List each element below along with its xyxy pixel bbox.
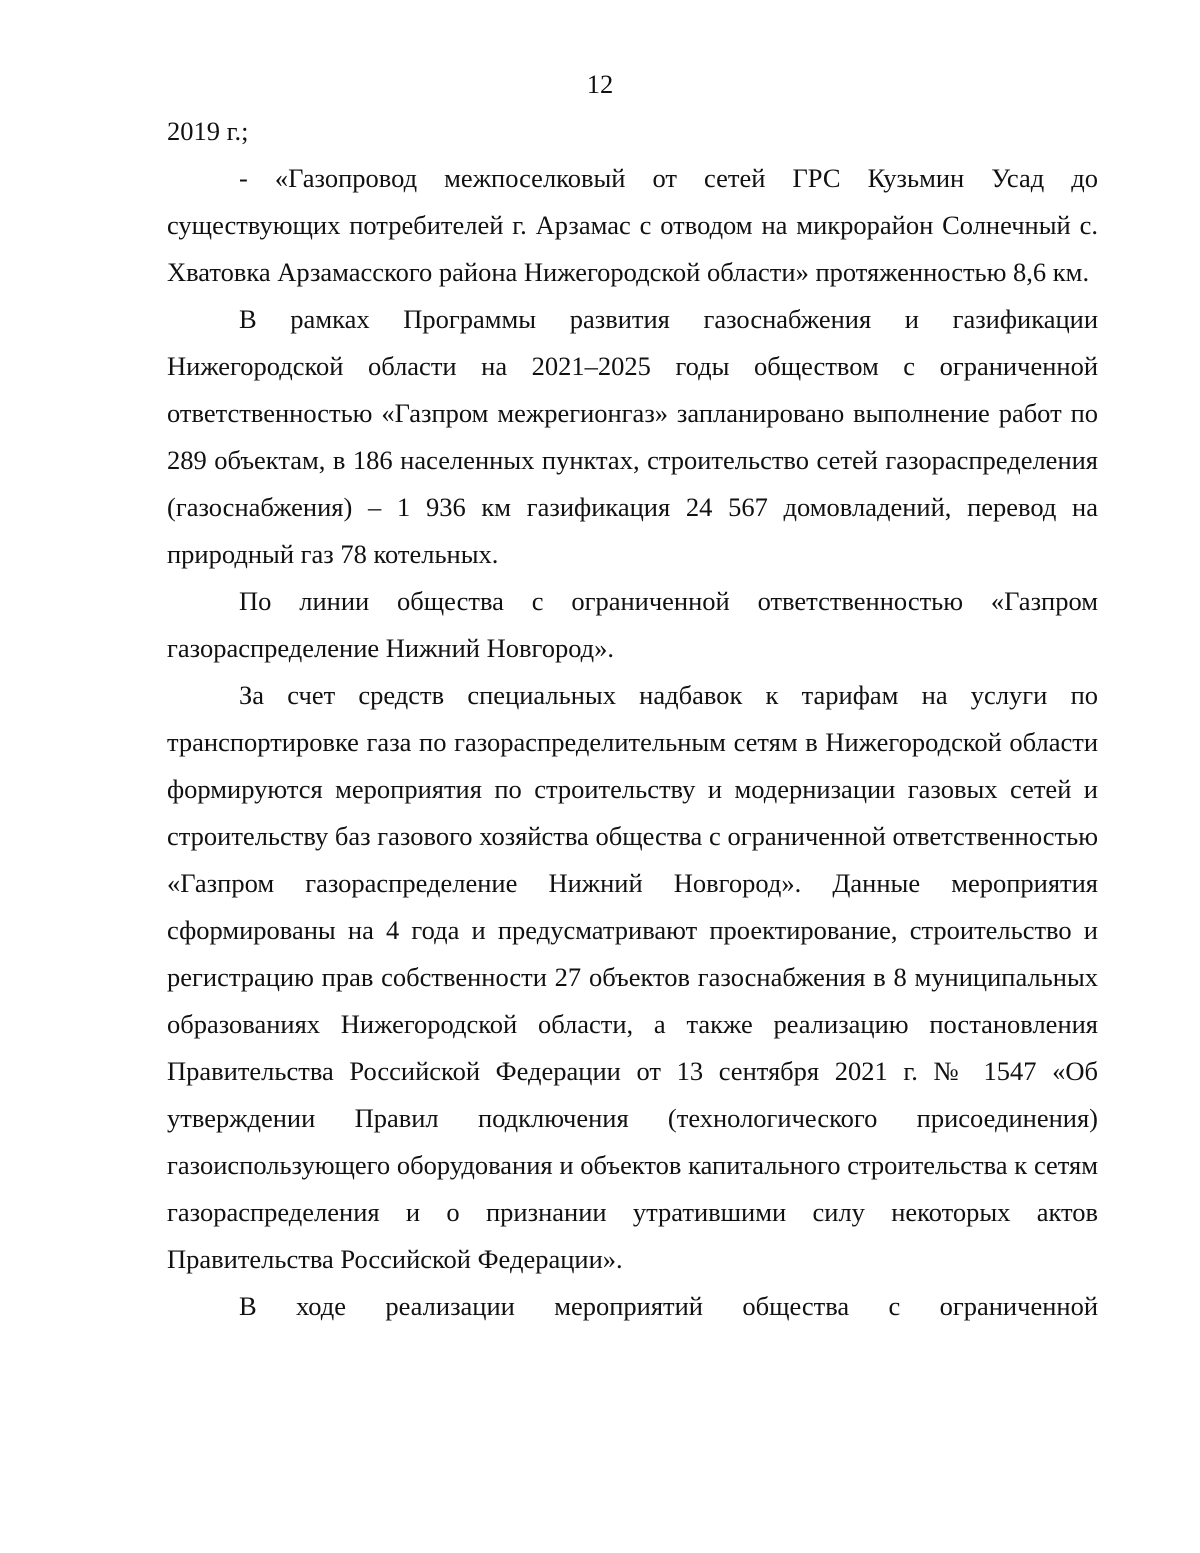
paragraph-tariff-measures: За счет средств специальных надбавок к тарифам на услуги по транспортировке газа по газораспределительным сетям в Нижегородской области формируются мероприятия по строительству и модернизации газовых сетей и строительству баз газового хозяйства общества с ограниченной ответственностью «Газпром газораспределение Нижний Новгород». Данные мероприятия сформированы на 4 года и предусматривают проектирование, строительство и регистрацию прав собственности 27 объектов газоснабжения в 8 муниципальных образованиях Нижегородской области, а также реализацию постановления Правительства Российской Федерации от 13 сентября 2021 г. № 1547 «Об утверждении Правил подключения (технологического присоединения) газоиспользующего оборудования и объектов капитального строительства к сетям газораспределения и о признании утратившими силу некоторых актов Правительства Российской Федерации».: [167, 680, 1098, 1274]
page-number: 12: [586, 69, 614, 99]
paragraph-continuation: 2019 г.;: [167, 116, 249, 146]
paragraph-gasification-program: В рамках Программы развития газоснабжения и газификации Нижегородской области на 2021–2025 годы обществом с ограниченной ответственностью «Газпром межрегионгаз» запланировано выполнение работ по 289 объектам, в 186 населенных пунктах, строительство сетей газораспределения (газоснабжения) – 1 936 км газификация 24 567 домовладений, перевод на природный газ 78 котельных.: [167, 304, 1098, 569]
paragraph-implementation: В ходе реализации мероприятий общества с ограниченной: [239, 1291, 1098, 1321]
paragraph-gazprom-line: По линии общества с ограниченной ответственностью «Газпром газораспределение Нижний Новгород».: [167, 586, 1098, 663]
paragraph-gas-pipeline-item: - «Газопровод межпоселковый от сетей ГРС Кузьмин Усад до существующих потребителей г. Арзамас с отводом на микрорайон Солнечный с. Хватовка Арзамасского района Нижегородской области» протяженностью 8,6 км.: [167, 163, 1098, 287]
document-body: [167, 108, 1098, 1330]
